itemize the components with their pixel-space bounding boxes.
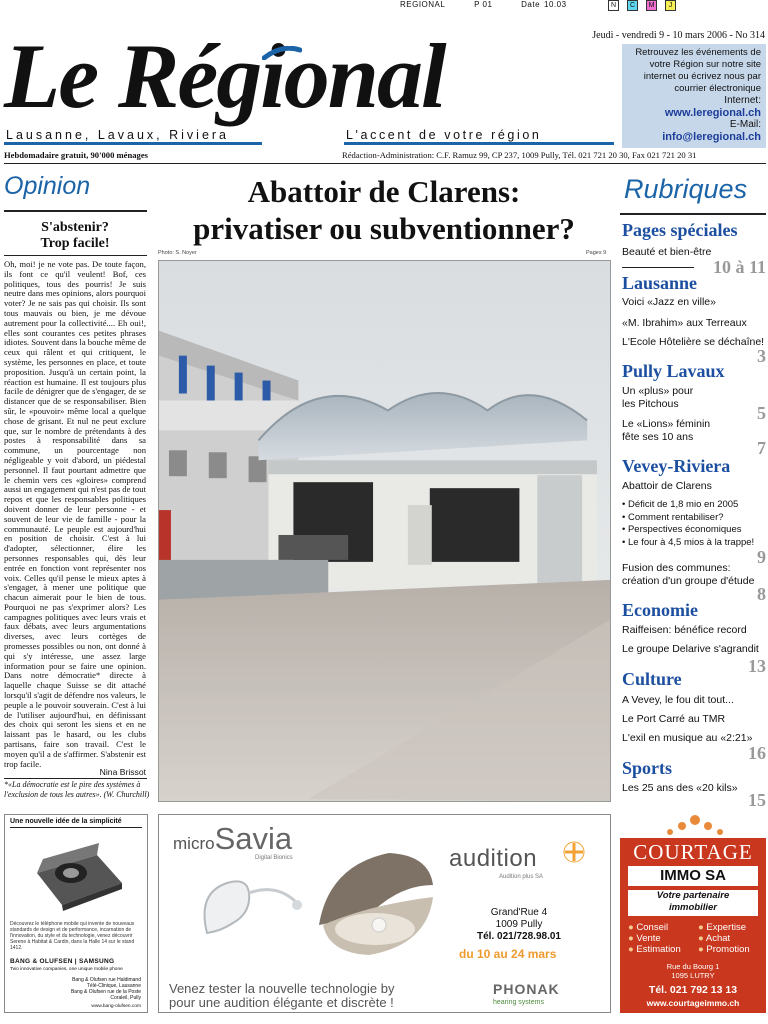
list-item[interactable]: L'Ecole Hôtelière se déchaîne!	[622, 336, 765, 348]
page-number: 3	[757, 346, 766, 366]
page-number: 8	[757, 584, 766, 604]
plate-c: C	[627, 0, 638, 11]
service-item: Conseil	[636, 922, 669, 933]
shop-name: audition	[449, 845, 538, 872]
courtage-partner-box	[628, 890, 758, 916]
slug-section: REGIONAL	[400, 0, 446, 9]
page-number: 5	[757, 403, 766, 423]
ad-headline-rule	[10, 827, 142, 828]
address-line: Rue du Bourg 1	[666, 962, 720, 971]
section-culture[interactable]: Culture	[622, 669, 682, 689]
rubriques-header: Rubriques	[624, 174, 748, 204]
accent-swoosh	[262, 46, 302, 60]
shop-address	[464, 907, 574, 943]
list-item[interactable]: A Vevey, le fou dit tout...	[622, 694, 734, 706]
list-item[interactable]: Le «Lions» féminin fête ses 10 ans	[622, 418, 711, 443]
service-item: Promotion	[706, 944, 750, 955]
offer-dates: du 10 au 24 mars	[459, 947, 557, 961]
section-economie[interactable]: Economie	[622, 600, 698, 620]
print-slug	[400, 0, 619, 9]
services-right: ● Expertise ● Achat ● Promotion	[698, 922, 750, 955]
list-item[interactable]: Le groupe Delarive s'agrandit	[622, 643, 759, 655]
oyster-pearl-illustration	[309, 845, 439, 965]
page-number: 10 à 11	[712, 257, 766, 277]
ad-headline: Une nouvelle idée de la simplicité	[10, 818, 122, 825]
shop-sub: Audition plus SA	[499, 874, 544, 880]
partner-line: Votre partenaire	[656, 890, 730, 901]
issue-dateline: Jeudi - vendredi 9 - 10 mars 2006 - No 314	[592, 30, 765, 41]
dealer-line: Bang & Olufsen rue de la Poste	[70, 989, 141, 995]
opinion-title: S'abstenir? Trop facile!	[40, 220, 110, 251]
list-item[interactable]: «M. Ibrahim» aux Terreaux	[622, 317, 747, 329]
opinion-author: Nina Brissot	[99, 767, 146, 777]
services-left: ● Conseil ● Vente ● Estimation	[628, 922, 681, 955]
service-item: Vente	[636, 933, 661, 944]
ad-url[interactable]: www.bang-olufsen.com	[91, 1004, 141, 1009]
section-lausanne[interactable]: Lausanne	[622, 273, 698, 293]
savia-sub: Digital Bionics	[255, 855, 293, 861]
list-item[interactable]: Beauté et bien-être	[622, 246, 712, 258]
bullet-text: Déficit de 1,8 mio en 2005	[627, 499, 739, 510]
phonak-logo: PHONAK	[493, 981, 560, 997]
list-item[interactable]: Un «plus» pour les Pitchous	[622, 385, 694, 410]
rubriques-rule	[620, 213, 766, 215]
info-email-label: E-Mail:	[729, 119, 761, 130]
photo-credit: Photo: S. Noyer	[158, 250, 197, 256]
opinion-quote: *«La démocratie est le pire des systèmes à l'exclusion de tous les autres». (W. Churchill)	[4, 780, 150, 799]
section-pages-speciales[interactable]: Pages spéciales	[622, 220, 738, 240]
phonak-sub: hearing systems	[493, 999, 544, 1006]
section-sports[interactable]: Sports	[622, 758, 673, 778]
savia-brand	[173, 821, 292, 857]
service-item: Achat	[705, 933, 731, 944]
masthead-slogan: L'accent de votre région	[346, 128, 542, 142]
list-item[interactable]: Abattoir de Clarens	[622, 480, 712, 492]
courtage-url[interactable]: www.courtageimmo.ch	[646, 998, 740, 1008]
page-number: 13	[748, 656, 766, 676]
masthead-region: Lausanne, Lavaux, Riviera	[6, 128, 230, 142]
info-internet-label: Internet:	[724, 95, 761, 106]
partner-line: immobilier	[668, 902, 718, 913]
main-headline	[158, 173, 610, 247]
address-line: Tél. 021/728.98.01	[477, 931, 561, 942]
ad-courtage-immo[interactable]	[620, 814, 766, 1013]
plate-m: M	[646, 0, 657, 11]
list-item[interactable]: Fusion des communes: création d'un groupe d'étude	[622, 562, 755, 587]
info-text: Retrouvez les événements de votre Région sur notre site internet ou écrivez nous par courrier électronique	[635, 47, 761, 94]
opinion-rule	[4, 210, 147, 212]
page-reference: Pages 9	[586, 250, 607, 256]
list-item[interactable]: Raiffeisen: bénéfice record	[622, 624, 747, 636]
slug-date-value: 10.03	[544, 0, 567, 9]
masthead-rule-right	[344, 142, 614, 145]
bullet-text: Le four à 4,5 mios à la trappe!	[627, 536, 755, 548]
slogan-line-1: Venez tester la nouvelle technologie by	[169, 981, 395, 996]
page-number: 15	[748, 790, 766, 810]
ad-brand: BANG & OLUFSEN | SAMSUNG	[10, 958, 115, 965]
opinion-header: Opinion	[4, 172, 91, 200]
masthead-rule-left	[4, 142, 262, 145]
masthead-title: Le Régional	[4, 25, 445, 127]
opinion-body: Oh, moi! je ne vote pas. De toute façon, ils font ce qu'il veulent! Bof, ces politiques, tous des pourris! Je suis neutre dans mes opinions, alors pourquoi voter? Je ne sais pas qui choisir. Ils sont tous mauvais ou bien, je me dévoue autrement pour la collectivité.... Eh oui!, elles sont courantes ces petites phrases idiotes. Souvent dans la bouche même de ceux qui râlent et qui critiquent, le système, les personnes en place, et toute proposition. Jusqu'à un certain point, la réaction est humaine. Il est toujours plus facile de dénigrer que de s'engager, de se distancer que de se responsabiliser. Bien sûr, le «pouvoir» même local a quelque chose de grisant. Et nul ne peut exclure que, sur le nombre de prétendants à des postes à responsabilité dans sa commune, un pourcentage non négligeable y voit d'abord, un piédestal personnel. Il faut pourtant admettre que le chemin vers ces «gloires» comprend aussi un engagement qui n'est pas de tout repos et que les responsables politiques doivent donner de leur personne - et souvent de leur vie de famille - pour la communauté. Le peuple est aujourd'hui en position de choisir. C'est à lui d'adopter, sélectionner, élire les personnes responsables qui, dès leur entrée en fonction vont représenter nos voix. Celles qu'il pense le mieux aptes à s'engager, à mener une politique que chacun aimerait pour le bien de tous. Pourquoi ne pas s'exprimer alors? Les campagnes politiques avec leurs vrais et faux débats, avec leurs argumentations diverses, avec leurs cortèges de promesses possibles ou non, ont donné à qui s'y intéresse, une assez large information pour se faire une opinion. Dans notre démocratie* directe à laquelle chaque Suisse se dit attaché lorsqu'il s'agit de défendre nos valeurs, le peuple a le pouvoir souverain. C'est à lui de l'utiliser aujourd'hui, en définissant des choix qui seront les siens et en ne laissant pas le hasard, ou les clubs partisans, faire son travail. C'est le moyen qu'il a de s'affirmer. S'abstenir est trop facile.	[4, 260, 146, 769]
service-item: Estimation	[636, 944, 681, 955]
slogan-line-2: pour une audition élégante et discrète !	[169, 995, 394, 1010]
circulation-line: Hebdomadaire gratuit, 90'000 ménages	[4, 150, 149, 160]
courtage-address	[620, 962, 766, 980]
opinion-title-rule	[4, 255, 147, 256]
dealer-line: Coraleil, Pully	[110, 995, 141, 1001]
abattoir-photo	[158, 260, 611, 802]
address-line: 1009 Pully	[495, 919, 543, 930]
orange-cross-icon	[559, 837, 589, 867]
page-number: 16	[748, 743, 766, 763]
courtage-panel	[620, 838, 766, 1013]
courtage-sub: IMMO SA	[628, 866, 758, 886]
color-plates	[608, 0, 676, 11]
service-item: Expertise	[706, 922, 746, 933]
list-item[interactable]: Le Port Carré au TMR	[622, 713, 726, 725]
bullet-text: Comment rentabiliser?	[627, 511, 724, 523]
contact-info-box	[622, 44, 766, 148]
list-item[interactable]: Voici «Jazz en ville»	[622, 296, 716, 308]
address-line: 1095 LUTRY	[671, 971, 715, 980]
rubriques-list	[622, 220, 766, 810]
ad-tagline: Two innovative companies, one unique mobile phone	[10, 967, 123, 972]
header-divider	[4, 163, 766, 164]
hearing-aid-illustration	[187, 863, 307, 953]
phone-illustration	[27, 833, 127, 917]
section-pully-lavaux[interactable]: Pully Lavaux	[622, 361, 725, 381]
ad-body: Découvrez le téléphone mobile qui invente de nouveaux standards de design et de performance, incarnation de l'innovation, du style et du technologie, venez découvrir Serene à Habitat & Cardin, dans la Halle 14 sur le stand 1412.	[10, 921, 135, 951]
dealer-line: Télé-Clinique, Lausanne	[86, 983, 141, 989]
bullet-item: • Déficit de 1,8 mio en 2005 • Comment rentabiliser? • Perspectives économiques • Le four à 4,5 mios à la trappe!	[622, 499, 755, 548]
dealer-line: Bang & Olufsen rue Haldimand	[72, 977, 141, 983]
courtage-tel: Tél. 021 792 13 13	[648, 984, 738, 996]
page-number: 7	[757, 438, 766, 458]
savia-name: Savia	[214, 821, 293, 856]
address-line: Grand'Rue 4	[490, 907, 548, 918]
list-item[interactable]: L'exil en musique au «2:21»	[622, 732, 753, 744]
page-number: 9	[757, 547, 766, 567]
website-link[interactable]: www.leregional.ch	[664, 107, 761, 119]
slug-page: P 01	[474, 0, 493, 9]
plate-j: J	[665, 0, 676, 11]
headline-line-2: privatiser ou subventionner?	[193, 211, 575, 246]
item-divider	[622, 267, 694, 268]
ad-microsavia[interactable]	[158, 814, 611, 1013]
bullet-text: Perspectives économiques	[627, 524, 742, 535]
headline-line-1: Abattoir de Clarens:	[247, 174, 521, 209]
slug-date-label: Date	[521, 0, 541, 9]
ad-serene-phone[interactable]	[4, 814, 148, 1013]
decorative-balls	[650, 814, 740, 838]
section-vevey-riviera[interactable]: Vevey-Riviera	[622, 456, 731, 476]
plate-n: N	[608, 0, 619, 11]
editorial-address: Rédaction-Administration: C.F. Ramuz 99, CP 237, 1009 Pully, Tél. 021 721 20 30, Fax 021 721 20 31	[342, 150, 697, 160]
courtage-name: COURTAGE	[633, 840, 753, 864]
savia-prefix: micro	[173, 834, 215, 853]
list-item[interactable]: Les 25 ans des «20 kils»	[622, 782, 738, 794]
opinion-quote-rule	[4, 778, 147, 779]
ad-dealers	[71, 977, 141, 1001]
email-link[interactable]: info@leregional.ch	[662, 131, 761, 143]
